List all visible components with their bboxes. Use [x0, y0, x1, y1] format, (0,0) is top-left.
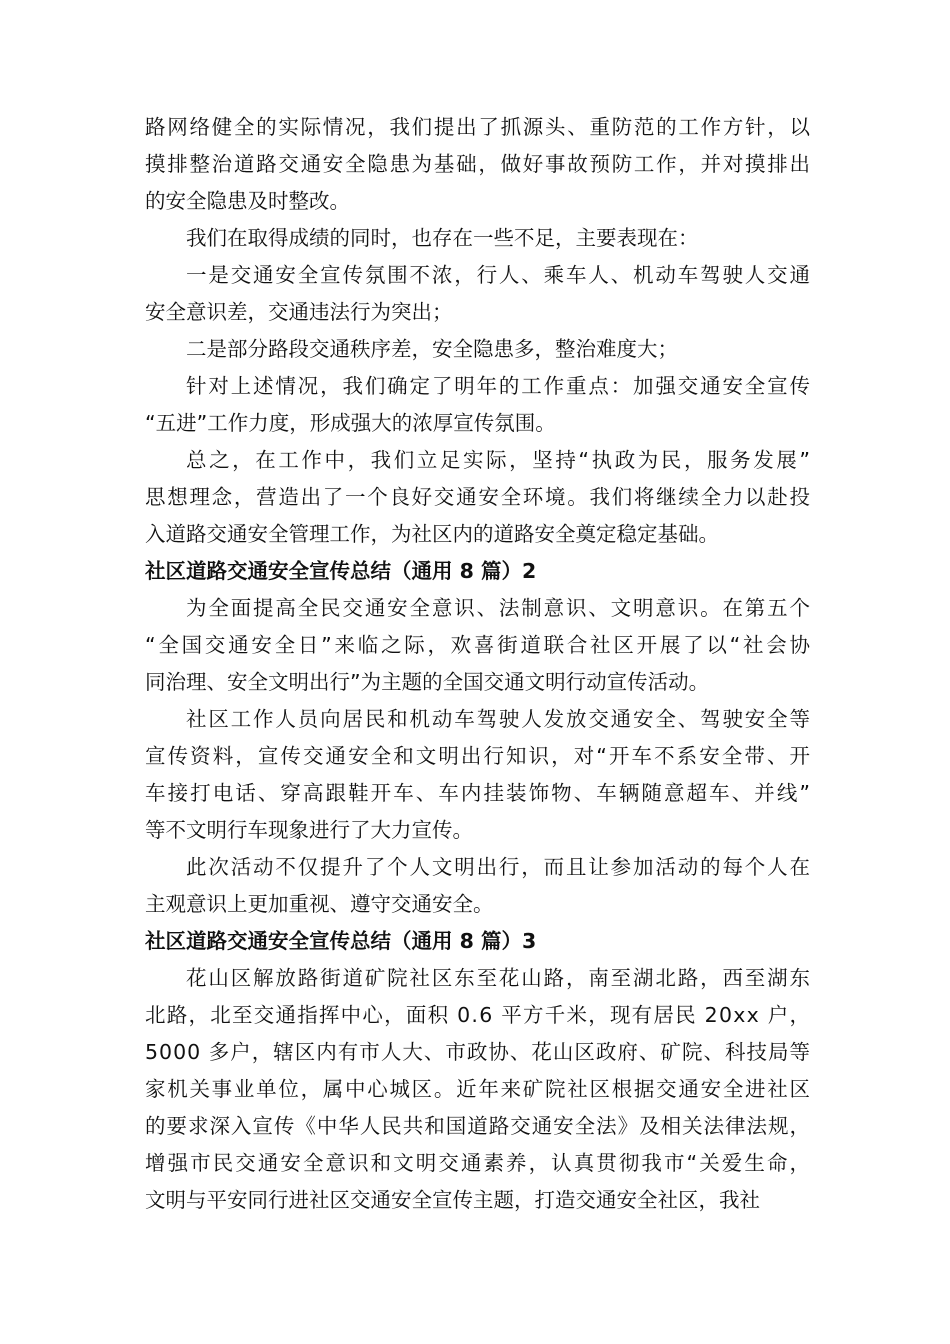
document-body [145, 109, 813, 1219]
text-line: 文明与平安同行进社区交通安全宣传主题，打造交通安全社区，我社 [145, 1188, 760, 1212]
paragraph [145, 257, 810, 331]
paragraph [145, 849, 810, 923]
paragraph [145, 701, 813, 849]
section-heading: 社区道路交通安全宣传总结（通用 8 篇）3 [145, 929, 537, 953]
text-line: 增强市民交通安全意识和文明交通素养，认真贯彻我市“关爱生命， [145, 1151, 813, 1175]
text-line: 宣传资料，宣传交通安全和文明出行知识，对“开车不系安全带、开 [145, 744, 813, 768]
section-heading: 社区道路交通安全宣传总结（通用 8 篇）2 [145, 559, 537, 583]
paragraph [145, 960, 813, 1219]
paragraph [145, 590, 813, 701]
text-line: 针对上述情况，我们确定了明年的工作重点：加强交通安全宣传 [186, 374, 812, 398]
text-line: 我们在取得成绩的同时，也存在一些不足，主要表现在： [186, 226, 699, 250]
text-line: 5000 多户，辖区内有市人大、市政协、花山区政府、矿院、科技局等 [145, 1040, 812, 1064]
text-line: 二是部分路段交通秩序差，安全隐患多，整治难度大； [186, 337, 678, 361]
text-line: 为全面提高全民交通安全意识、法制意识、文明意识。在第五个 [186, 596, 812, 620]
text-line: “五进”工作力度，形成强大的浓厚宣传氛围。 [145, 411, 556, 435]
text-line: 路网络健全的实际情况，我们提出了抓源头、重防范的工作方针，以 [145, 115, 812, 139]
text-line: 同治理、安全文明出行”为主题的全国交通文明行动宣传活动。 [145, 670, 710, 694]
text-line: 安全意识差，交通违法行为突出； [145, 300, 453, 324]
text-line: 家机关事业单位，属中心城区。近年来矿院社区根据交通安全进社区 [145, 1077, 812, 1101]
text-line: 社区工作人员向居民和机动车驾驶人发放交通安全、驾驶安全等 [186, 707, 812, 731]
text-line: 摸排整治道路交通安全隐患为基础，做好事故预防工作，并对摸排出 [145, 152, 812, 176]
text-line: 思想理念，营造出了一个良好交通安全环境。我们将继续全力以赴投 [145, 485, 812, 509]
text-line: 的安全隐患及时整改。 [145, 189, 350, 213]
text-line: “全国交通安全日”来临之际，欢喜街道联合社区开展了以“社会协 [145, 633, 813, 657]
text-line: 总之，在工作中，我们立足实际，坚持“执政为民，服务发展” [186, 448, 813, 472]
paragraph [145, 220, 810, 257]
text-line: 北路，北至交通指挥中心，面积 0.6 平方千米，现有居民 20xx 户， [145, 1003, 812, 1027]
text-line: 入道路交通安全管理工作，为社区内的道路安全奠定稳定基础。 [145, 522, 719, 546]
text-line: 的要求深入宣传《中华人民共和国道路交通安全法》及相关法律法规， [145, 1114, 811, 1138]
text-line: 等不文明行车现象进行了大力宣传。 [145, 818, 473, 842]
text-line: 主观意识上更加重视、遵守交通安全。 [145, 892, 494, 916]
text-line: 车接打电话、穿高跟鞋开车、车内挂装饰物、车辆随意超车、并线” [145, 781, 813, 805]
paragraph [145, 368, 810, 442]
text-line: 一是交通安全宣传氛围不浓，行人、乘车人、机动车驾驶人交通 [186, 263, 812, 287]
text-line: 花山区解放路街道矿院社区东至花山路，南至湖北路，西至湖东 [186, 966, 812, 990]
paragraph [145, 331, 810, 368]
text-line: 此次活动不仅提升了个人文明出行，而且让参加活动的每个人在 [186, 855, 812, 879]
paragraph [145, 109, 810, 220]
paragraph [145, 442, 813, 553]
